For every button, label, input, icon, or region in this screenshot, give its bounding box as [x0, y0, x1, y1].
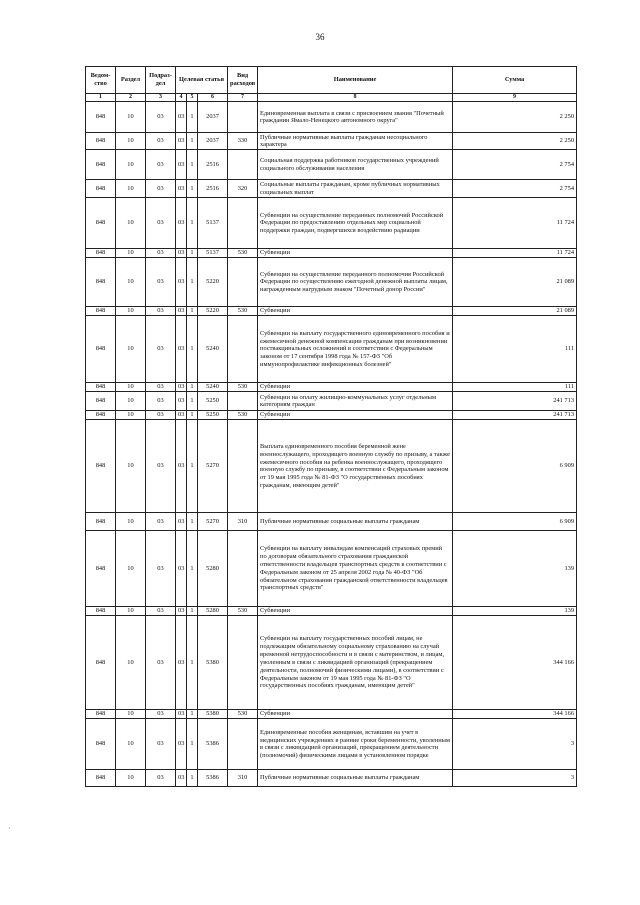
- expense-type-cell: [228, 150, 258, 180]
- section-cell: 10: [116, 180, 146, 198]
- target-code-cell: 5386: [198, 719, 228, 770]
- header-row: [86, 67, 577, 94]
- section-cell: 10: [116, 607, 146, 616]
- expense-type-cell: [228, 316, 258, 383]
- col-number: 8: [258, 94, 453, 102]
- name-cell: Публичные нормативные выплаты гражданам несоциального характера: [258, 133, 453, 150]
- target-a-cell: 03: [176, 133, 187, 150]
- subsection-cell: 03: [146, 513, 176, 531]
- sum-cell: 111: [453, 383, 577, 392]
- sum-cell: 2 754: [453, 180, 577, 198]
- sum-cell: 6 909: [453, 513, 577, 531]
- target-a-cell: 03: [176, 316, 187, 383]
- target-b-cell: 1: [187, 102, 198, 133]
- target-b-cell: 1: [187, 719, 198, 770]
- col-number: 5: [187, 94, 198, 102]
- target-b-cell: 1: [187, 616, 198, 710]
- section-cell: 10: [116, 102, 146, 133]
- target-code-cell: 2037: [198, 102, 228, 133]
- subsection-cell: 03: [146, 249, 176, 258]
- table-row: [86, 307, 577, 316]
- dept-cell: 848: [86, 513, 116, 531]
- dept-cell: 848: [86, 316, 116, 383]
- name-cell: Социальная поддержка работников государственных учреждений социального обслуживания населения: [258, 150, 453, 180]
- section-cell: 10: [116, 316, 146, 383]
- sum-cell: 2 250: [453, 102, 577, 133]
- table-row: [86, 150, 577, 180]
- target-code-cell: 5137: [198, 198, 228, 249]
- table-row: [86, 770, 577, 787]
- target-a-cell: 03: [176, 102, 187, 133]
- name-cell: Субвенции на осуществление переданного полномочия Российской Федерации по осуществлению ежегодной денежной выплаты лицам, награжденным нагрудным знаком "Почетный донор России": [258, 258, 453, 307]
- table-row: [86, 383, 577, 392]
- subsection-cell: 03: [146, 770, 176, 787]
- expense-type-cell: 530: [228, 411, 258, 420]
- target-a-cell: 03: [176, 710, 187, 719]
- target-a-cell: 03: [176, 249, 187, 258]
- target-b-cell: 1: [187, 180, 198, 198]
- target-a-cell: 03: [176, 616, 187, 710]
- col-number: 9: [453, 94, 577, 102]
- name-cell: Субвенции: [258, 607, 453, 616]
- dept-cell: 848: [86, 616, 116, 710]
- section-cell: 10: [116, 719, 146, 770]
- sum-cell: 111: [453, 316, 577, 383]
- subsection-cell: 03: [146, 383, 176, 392]
- section-cell: 10: [116, 513, 146, 531]
- sum-cell: 241 713: [453, 392, 577, 411]
- sum-cell: 2 250: [453, 133, 577, 150]
- dept-cell: 848: [86, 133, 116, 150]
- target-a-cell: 03: [176, 420, 187, 513]
- name-cell: Публичные нормативные социальные выплаты гражданам: [258, 770, 453, 787]
- section-cell: 10: [116, 392, 146, 411]
- table-row: [86, 102, 577, 133]
- target-code-cell: 2516: [198, 150, 228, 180]
- target-code-cell: 5240: [198, 383, 228, 392]
- dept-cell: 848: [86, 180, 116, 198]
- expense-type-cell: [228, 258, 258, 307]
- name-cell: Субвенции на выплату государственных пособий лицам, не подлежащим обязательному социальному страхованию на случай временной нетрудоспособности и в связи с материнством, и лицам, уволенным в связи с ликвидацией организаций (прекращением деятельности, полномочий физическими лицами), в соответствии с Федеральным законом от 19 мая 1995 года № 81-ФЗ "О государственных пособиях гражданам, имеющим детей": [258, 616, 453, 710]
- target-b-cell: 1: [187, 513, 198, 531]
- expense-type-cell: 320: [228, 180, 258, 198]
- dept-cell: 848: [86, 249, 116, 258]
- table-row: [86, 607, 577, 616]
- target-code-cell: 5386: [198, 770, 228, 787]
- col-number: 3: [146, 94, 176, 102]
- section-cell: 10: [116, 198, 146, 249]
- name-cell: Субвенции на оплату жилищно-коммунальных услуг отдельным категориям граждан: [258, 392, 453, 411]
- table-row: [86, 133, 577, 150]
- target-code-cell: 5380: [198, 710, 228, 719]
- table-row: [86, 719, 577, 770]
- subsection-cell: 03: [146, 258, 176, 307]
- target-a-cell: 03: [176, 198, 187, 249]
- table-row: [86, 316, 577, 383]
- section-cell: 10: [116, 249, 146, 258]
- dept-cell: 848: [86, 307, 116, 316]
- subsection-cell: 03: [146, 133, 176, 150]
- target-code-cell: 5220: [198, 307, 228, 316]
- section-cell: 10: [116, 411, 146, 420]
- name-cell: Субвенции: [258, 249, 453, 258]
- dept-cell: 848: [86, 710, 116, 719]
- subsection-cell: 03: [146, 531, 176, 607]
- sum-cell: 344 166: [453, 710, 577, 719]
- subsection-cell: 03: [146, 316, 176, 383]
- col-number: 6: [198, 94, 228, 102]
- dept-cell: 848: [86, 383, 116, 392]
- name-cell: Единовременные пособия женщинам, вставшим на учет в медицинских учреждениях в ранние сроки беременности, уволенным в связи с ликвидацией организаций, прекращением деятельности (полномочий) физическими лицами в установленном порядке: [258, 719, 453, 770]
- target-a-cell: 03: [176, 258, 187, 307]
- target-b-cell: 1: [187, 249, 198, 258]
- section-cell: 10: [116, 307, 146, 316]
- header-target: Целевая статья: [176, 67, 228, 94]
- target-b-cell: 1: [187, 258, 198, 307]
- table-row: [86, 392, 577, 411]
- subsection-cell: 03: [146, 102, 176, 133]
- name-cell: Выплата единовременного пособия беременной жене военнослужащего, проходящего военную службу по призыву, а также ежемесячного пособия на ребенка военнослужащего, проходящего военную службу по призыву, в соответствии с Федеральным законом от 19 мая 1995 года № 81-ФЗ "О государственных пособиях гражданам, имеющим детей": [258, 420, 453, 513]
- name-cell: Социальные выплаты гражданам, кроме публичных нормативных социальных выплат: [258, 180, 453, 198]
- target-code-cell: 5220: [198, 258, 228, 307]
- dept-cell: 848: [86, 150, 116, 180]
- target-a-cell: 03: [176, 307, 187, 316]
- header-exp: Вид расходов: [228, 67, 258, 94]
- name-cell: Субвенции: [258, 710, 453, 719]
- margin-mark: ·: [8, 824, 11, 833]
- name-cell: Субвенции на осуществление переданных полномочий Российской Федерации по предоставлению отдельных мер социальной поддержки граждан, подвергшихся воздействию радиации: [258, 198, 453, 249]
- target-a-cell: 03: [176, 392, 187, 411]
- subsection-cell: 03: [146, 420, 176, 513]
- section-cell: 10: [116, 531, 146, 607]
- table-row: [86, 531, 577, 607]
- target-a-cell: 03: [176, 531, 187, 607]
- header-subsection: Подраз-дел: [146, 67, 176, 94]
- target-code-cell: 5270: [198, 513, 228, 531]
- section-cell: 10: [116, 616, 146, 710]
- target-code-cell: 2037: [198, 133, 228, 150]
- target-code-cell: 5280: [198, 531, 228, 607]
- name-cell: Публичные нормативные социальные выплаты гражданам: [258, 513, 453, 531]
- target-code-cell: 5137: [198, 249, 228, 258]
- table-row: [86, 198, 577, 249]
- dept-cell: 848: [86, 411, 116, 420]
- subsection-cell: 03: [146, 392, 176, 411]
- page-number: 36: [315, 32, 325, 42]
- sum-cell: 139: [453, 531, 577, 607]
- target-b-cell: 1: [187, 392, 198, 411]
- subsection-cell: 03: [146, 719, 176, 770]
- subsection-cell: 03: [146, 411, 176, 420]
- expense-type-cell: 530: [228, 307, 258, 316]
- table-row: [86, 420, 577, 513]
- target-b-cell: 1: [187, 383, 198, 392]
- target-b-cell: 1: [187, 198, 198, 249]
- target-b-cell: 1: [187, 531, 198, 607]
- header-dept: Ведом-ство: [86, 67, 116, 94]
- expense-type-cell: [228, 102, 258, 133]
- target-a-cell: 03: [176, 719, 187, 770]
- header-sum: Сумма: [453, 67, 577, 94]
- expense-type-cell: 530: [228, 249, 258, 258]
- name-cell: Единовременная выплата в связи с присвоением звания "Почетный гражданин Ямало-Ненецкого автономного округа": [258, 102, 453, 133]
- subsection-cell: 03: [146, 307, 176, 316]
- header-section: Раздел: [116, 67, 146, 94]
- table-row: [86, 710, 577, 719]
- expense-type-cell: [228, 531, 258, 607]
- dept-cell: 848: [86, 392, 116, 411]
- subsection-cell: 03: [146, 616, 176, 710]
- table-row: [86, 616, 577, 710]
- target-code-cell: 5280: [198, 607, 228, 616]
- sum-cell: 3: [453, 770, 577, 787]
- section-cell: 10: [116, 258, 146, 307]
- col-number: 4: [176, 94, 187, 102]
- expense-type-cell: [228, 616, 258, 710]
- section-cell: 10: [116, 710, 146, 719]
- sum-cell: 6 909: [453, 420, 577, 513]
- expense-type-cell: 310: [228, 513, 258, 531]
- table-row: [86, 249, 577, 258]
- dept-cell: 848: [86, 258, 116, 307]
- section-cell: 10: [116, 383, 146, 392]
- sum-cell: 21 089: [453, 307, 577, 316]
- sum-cell: 344 166: [453, 616, 577, 710]
- expense-type-cell: [228, 719, 258, 770]
- column-number-row: [86, 94, 577, 102]
- dept-cell: 848: [86, 198, 116, 249]
- name-cell: Субвенции на выплату государственного единовременного пособия и ежемесячной денежной компенсации гражданам при возникновении поствакцинальных осложнений в соответствии с Федеральным законом от 17 сентября 1998 года № 157-ФЗ "Об иммунопрофилактике инфекционных болезней": [258, 316, 453, 383]
- header-name: Наименование: [258, 67, 453, 94]
- target-a-cell: 03: [176, 383, 187, 392]
- target-code-cell: 5380: [198, 616, 228, 710]
- target-b-cell: 1: [187, 307, 198, 316]
- table-row: [86, 180, 577, 198]
- table-row: [86, 513, 577, 531]
- sum-cell: 21 089: [453, 258, 577, 307]
- target-a-cell: 03: [176, 150, 187, 180]
- name-cell: Субвенции: [258, 307, 453, 316]
- target-b-cell: 1: [187, 420, 198, 513]
- target-a-cell: 03: [176, 411, 187, 420]
- target-b-cell: 1: [187, 710, 198, 719]
- expense-type-cell: 530: [228, 710, 258, 719]
- target-code-cell: 5240: [198, 316, 228, 383]
- target-a-cell: 03: [176, 607, 187, 616]
- target-b-cell: 1: [187, 133, 198, 150]
- expense-type-cell: 530: [228, 383, 258, 392]
- subsection-cell: 03: [146, 607, 176, 616]
- dept-cell: 848: [86, 719, 116, 770]
- dept-cell: 848: [86, 770, 116, 787]
- expense-type-cell: [228, 392, 258, 411]
- dept-cell: 848: [86, 607, 116, 616]
- target-code-cell: 5250: [198, 411, 228, 420]
- col-number: 1: [86, 94, 116, 102]
- expense-type-cell: [228, 198, 258, 249]
- table-row: [86, 258, 577, 307]
- sum-cell: 2 754: [453, 150, 577, 180]
- section-cell: 10: [116, 770, 146, 787]
- target-code-cell: 5250: [198, 392, 228, 411]
- dept-cell: 848: [86, 420, 116, 513]
- name-cell: Субвенции: [258, 383, 453, 392]
- table-row: [86, 411, 577, 420]
- budget-table: [85, 66, 577, 787]
- target-b-cell: 1: [187, 607, 198, 616]
- subsection-cell: 03: [146, 710, 176, 719]
- col-number: 2: [116, 94, 146, 102]
- dept-cell: 848: [86, 531, 116, 607]
- section-cell: 10: [116, 150, 146, 180]
- target-b-cell: 1: [187, 316, 198, 383]
- target-b-cell: 1: [187, 411, 198, 420]
- target-a-cell: 03: [176, 770, 187, 787]
- target-b-cell: 1: [187, 770, 198, 787]
- subsection-cell: 03: [146, 198, 176, 249]
- name-cell: Субвенции: [258, 411, 453, 420]
- sum-cell: 241 713: [453, 411, 577, 420]
- subsection-cell: 03: [146, 180, 176, 198]
- col-number: 7: [228, 94, 258, 102]
- expense-type-cell: [228, 420, 258, 513]
- sum-cell: 139: [453, 607, 577, 616]
- section-cell: 10: [116, 133, 146, 150]
- sum-cell: 3: [453, 719, 577, 770]
- name-cell: Субвенции на выплату инвалидам компенсаций страховых премий по договорам обязательного страхования гражданской ответственности владельцев транспортных средств в соответствии с Федеральным законом от 25 апреля 2002 года № 40-ФЗ "Об обязательном страховании гражданской ответственности владельцев транспортных средств": [258, 531, 453, 607]
- sum-cell: 11 724: [453, 198, 577, 249]
- target-code-cell: 2516: [198, 180, 228, 198]
- expense-type-cell: 530: [228, 607, 258, 616]
- expense-type-cell: 310: [228, 770, 258, 787]
- dept-cell: 848: [86, 102, 116, 133]
- target-code-cell: 5270: [198, 420, 228, 513]
- expense-type-cell: 330: [228, 133, 258, 150]
- target-a-cell: 03: [176, 180, 187, 198]
- section-cell: 10: [116, 420, 146, 513]
- subsection-cell: 03: [146, 150, 176, 180]
- target-b-cell: 1: [187, 150, 198, 180]
- target-a-cell: 03: [176, 513, 187, 531]
- sum-cell: 11 724: [453, 249, 577, 258]
